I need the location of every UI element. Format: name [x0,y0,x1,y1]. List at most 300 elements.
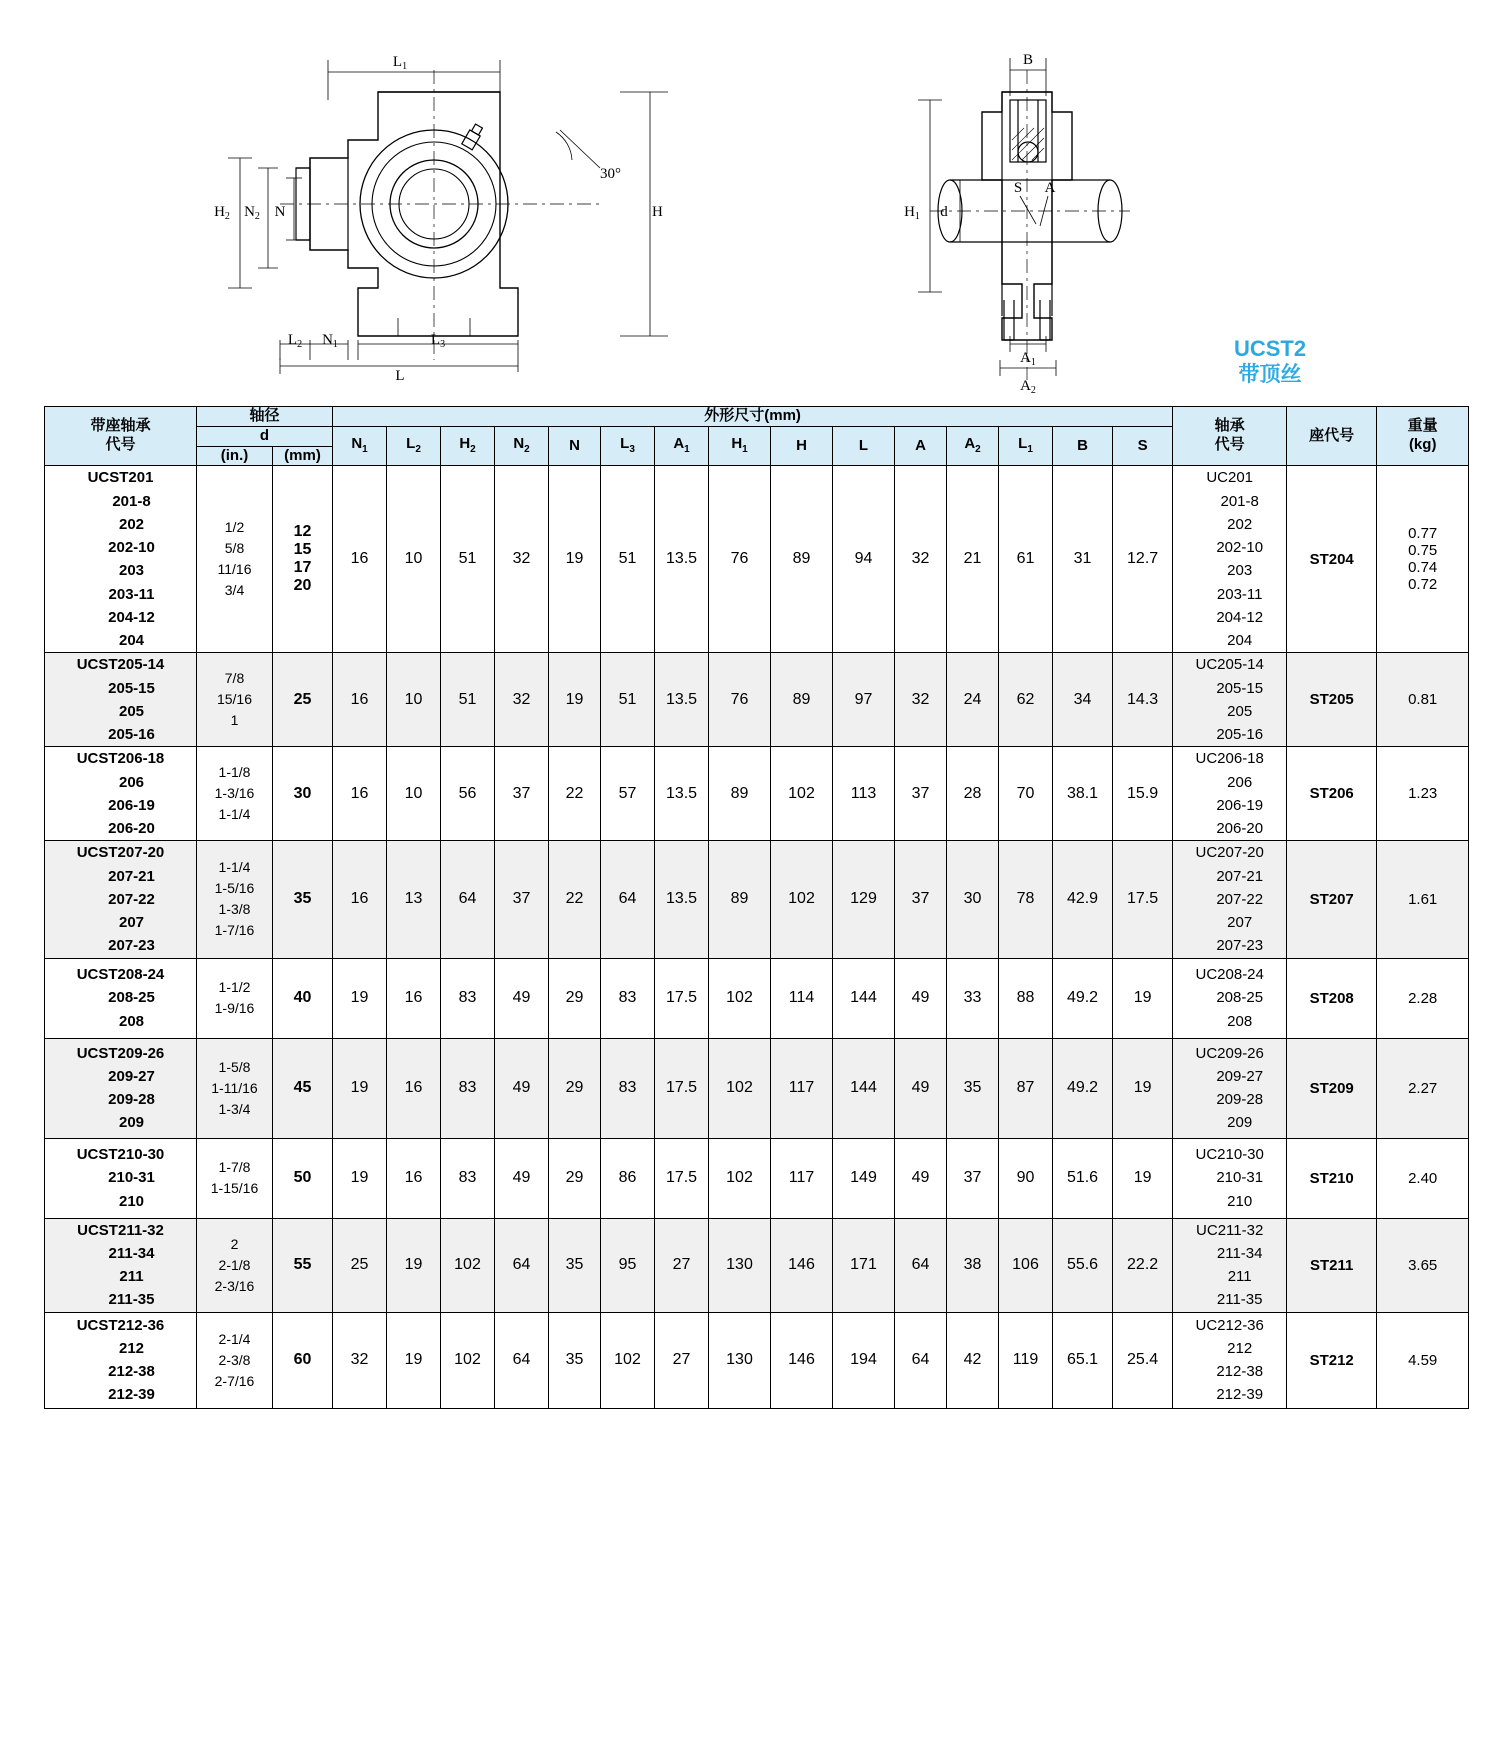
cell-dim-A2: 30 [947,841,999,958]
cell-dim-H1: 76 [709,466,771,653]
d-inch-value: 11/16 [217,561,252,578]
cell-dim-N2: 64 [495,1218,549,1312]
bearing-code: UC210-30 [1195,1146,1264,1164]
cell-dim-L3: 102 [601,1312,655,1408]
d-mm-value: 45 [293,1079,312,1096]
cell-dim-A2: 37 [947,1138,999,1218]
bearing-code: 203 [1227,562,1253,580]
caption-chinese: 带顶丝 [1238,363,1302,387]
model-code: 210 [118,1192,145,1210]
model-code: 202 [118,515,145,533]
cell-dim-H2: 83 [441,1038,495,1138]
model-code: 205 [118,702,145,720]
cell-dim-A1: 13.5 [655,466,709,653]
d-mm-value: 20 [293,577,312,595]
cell-dim-L: 144 [833,958,895,1038]
cell-dim-N2: 32 [495,466,549,653]
cell-dim-N1: 16 [333,466,387,653]
bearing-code: 209-28 [1216,1091,1264,1108]
th-d: d [197,426,333,446]
cell-dim-A1: 13.5 [655,841,709,958]
cell-d-mm [273,1312,333,1408]
cell-dim-H2: 56 [441,747,495,841]
th-bearing: 轴承 代号 [1173,407,1287,466]
cell-d-inch [197,841,273,958]
cell-d-inch [197,958,273,1038]
cell-dim-A1: 17.5 [655,1038,709,1138]
cell-dim-N1: 16 [333,653,387,747]
th-dim-A2: $A_2$ [947,426,999,466]
model-code: 208 [118,1012,145,1030]
bearing-code: 209 [1227,1114,1253,1132]
cell-dim-N1: 19 [333,958,387,1038]
cell-bearing [1173,958,1287,1038]
weight-value: 4.59 [1408,1351,1438,1369]
cell-dim-N1: 19 [333,1138,387,1218]
bearing-code: 207 [1227,914,1253,931]
cell-dim-L2: 19 [387,1218,441,1312]
cell-dim-L1: 70 [999,747,1053,841]
d-inch-value: 1-9/16 [214,1000,255,1016]
spec-table-wrapper [44,406,1468,1409]
cell-dim-B: 49.2 [1053,1038,1113,1138]
cell-dim-N: 22 [549,747,601,841]
dim-label-30deg: 30° [600,166,621,182]
bearing-code: UC212-36 [1195,1316,1264,1334]
cell-bearing [1173,1038,1287,1138]
th-model: 带座轴承 代号 [45,407,197,466]
bearing-code: 207-21 [1216,867,1264,885]
d-inch-value: 1-1/2 [218,979,251,995]
bearing-code: 206-19 [1216,796,1264,814]
cell-dim-L: 113 [833,747,895,841]
cell-dim-L1: 87 [999,1038,1053,1138]
cell-dim-H1: 102 [709,958,771,1038]
dim-label-H2: $H_2$ [214,204,230,222]
th-d-mm: (mm) [273,446,333,466]
bearing-code: 211 [1227,1268,1252,1285]
dim-label-H1: $H_1$ [904,204,920,222]
dim-label-L2: $L_2$ [287,332,303,350]
model-code: 208-25 [108,989,155,1007]
cell-dim-S: 19 [1113,1138,1173,1218]
d-inch-value: 1-1/4 [218,859,251,876]
cell-dim-N1: 16 [333,841,387,958]
th-dim-B: B [1053,426,1113,466]
bearing-code: 212-38 [1216,1363,1264,1380]
model-code: 204 [118,632,145,649]
cell-model [45,1218,197,1312]
cell-dim-A1: 27 [655,1312,709,1408]
cell-weight [1377,653,1469,747]
cell-d-inch [197,653,273,747]
cell-model [45,747,197,841]
bearing-code: 207-22 [1216,890,1264,908]
th-dim-L2: $L_2$ [387,426,441,466]
model-code: UCST208-24 [76,966,165,984]
cell-bearing [1173,1312,1287,1408]
model-code: UCST209-26 [76,1044,165,1062]
bearing-code: UC201 [1206,469,1254,487]
dim-label-L1: $L_1$ [392,54,408,72]
d-mm-value: 35 [293,890,312,908]
dim-label-N2: $N_2$ [244,204,260,222]
dim-label-H: H [652,204,663,220]
model-code: UCST207-20 [76,844,165,862]
d-inch-value: 1-3/4 [218,1100,251,1117]
d-inch-value: 2-3/16 [214,1277,255,1294]
d-mm-value: 60 [293,1351,312,1368]
d-inch-value: 2-1/4 [218,1330,251,1347]
cell-dim-N: 35 [549,1218,601,1312]
weight-value: 0.75 [1408,542,1438,560]
cell-weight [1377,1312,1469,1408]
bearing-code: UC206-18 [1195,750,1264,768]
cell-d-inch [197,1038,273,1138]
bearing-code: UC209-26 [1195,1044,1264,1062]
cell-dim-H1: 130 [709,1218,771,1312]
cell-dim-A: 49 [895,1138,947,1218]
model-code: 207 [118,914,145,931]
model-code: 211-35 [108,1291,155,1309]
cell-dim-H2: 83 [441,958,495,1038]
model-code: 212-39 [108,1386,155,1404]
cell-dim-A2: 21 [947,466,999,653]
bearing-code: 202 [1227,515,1253,533]
cell-dim-H2: 102 [441,1218,495,1312]
cell-dim-N: 19 [549,466,601,653]
bearing-code: 206 [1227,773,1253,791]
cell-dim-A2: 28 [947,747,999,841]
model-code: 210-31 [108,1169,155,1187]
cell-seat: ST206 [1287,747,1377,841]
dim-label-N: N [274,204,286,220]
model-code: 207-21 [108,867,155,885]
cell-dim-H1: 89 [709,747,771,841]
caption-model: UCST2 [1233,336,1307,361]
cell-dim-A1: 13.5 [655,747,709,841]
cell-dim-S: 25.4 [1113,1312,1173,1408]
cell-dim-L1: 119 [999,1312,1053,1408]
d-mm-value: 40 [293,989,312,1006]
cell-dim-L2: 13 [387,841,441,958]
dim-label-B: B [1022,52,1034,68]
cell-d-mm [273,841,333,958]
bearing-code: UC211-32 [1196,1221,1264,1239]
dim-label-N1: $N_1$ [322,332,338,350]
th-dim-S: S [1113,426,1173,466]
d-inch-value: 1-1/8 [218,764,251,781]
d-inch-value: 1-3/8 [218,901,251,918]
d-mm-value: 17 [293,559,312,577]
cell-dim-N2: 37 [495,841,549,958]
spec-table-body [45,466,1469,1408]
weight-value: 0.72 [1408,576,1438,594]
cell-bearing [1173,1218,1287,1312]
cell-bearing [1173,466,1287,653]
cell-dim-B: 42.9 [1053,841,1113,958]
cell-seat: ST207 [1287,841,1377,958]
model-code: UCST210-30 [76,1146,165,1164]
weight-value: 2.28 [1408,989,1438,1007]
bearing-code: 211-35 [1216,1291,1263,1309]
cell-d-mm [273,653,333,747]
cell-dim-S: 19 [1113,958,1173,1038]
cell-dim-L3: 64 [601,841,655,958]
weight-value: 3.65 [1408,1256,1438,1274]
cell-dim-N2: 49 [495,1138,549,1218]
cell-dim-H1: 102 [709,1138,771,1218]
d-inch-value: 1/2 [224,519,245,536]
d-inch-value: 1 [230,712,239,729]
cell-dim-L1: 61 [999,466,1053,653]
cell-weight [1377,1218,1469,1312]
model-code: 206 [118,773,145,791]
cell-dim-H: 117 [771,1038,833,1138]
cell-dim-N2: 49 [495,958,549,1038]
cell-seat: ST210 [1287,1138,1377,1218]
bearing-code: 210-31 [1216,1169,1264,1187]
cell-dim-N: 29 [549,1038,601,1138]
cell-dim-N2: 37 [495,747,549,841]
cell-dim-L1: 90 [999,1138,1053,1218]
d-inch-value: 2-1/8 [218,1256,251,1273]
table-row [45,1038,1469,1138]
cell-d-mm [273,958,333,1038]
cell-dim-L2: 10 [387,653,441,747]
bearing-code: 202-10 [1216,539,1264,556]
th-dim-N2: $N_2$ [495,426,549,466]
model-code: 201-8 [112,492,151,510]
cell-dim-H2: 83 [441,1138,495,1218]
cell-d-inch [197,466,273,653]
cell-dim-S: 17.5 [1113,841,1173,958]
cell-dim-L: 194 [833,1312,895,1408]
cell-weight [1377,466,1469,653]
model-code: 211-34 [108,1244,155,1262]
th-dims-group: 外形尺寸(mm) [333,407,1173,427]
cell-dim-H: 102 [771,841,833,958]
dim-label-A: A [1044,180,1056,196]
weight-value: 1.61 [1408,890,1438,908]
cell-dim-H: 146 [771,1312,833,1408]
cell-dim-L2: 10 [387,466,441,653]
cell-dim-L2: 19 [387,1312,441,1408]
cell-dim-L: 144 [833,1038,895,1138]
cell-dim-H1: 102 [709,1038,771,1138]
cell-dim-L2: 16 [387,958,441,1038]
weight-value: 0.74 [1408,559,1438,577]
technical-drawing [0,0,1512,400]
dim-label-d: d [940,204,948,220]
th-dim-A1: $A_1$ [655,426,709,466]
bearing-code: 204-12 [1216,608,1264,626]
model-code: 203-11 [108,585,155,603]
cell-seat: ST212 [1287,1312,1377,1408]
weight-value: 1.23 [1408,785,1438,803]
cell-d-mm [273,466,333,653]
weight-value: 0.77 [1408,525,1438,543]
table-row [45,1312,1469,1408]
cell-model [45,1038,197,1138]
cell-dim-A2: 42 [947,1312,999,1408]
d-mm-value: 15 [293,541,312,559]
cell-dim-N1: 19 [333,1038,387,1138]
cell-dim-L: 149 [833,1138,895,1218]
model-code: 206-19 [108,796,155,814]
dim-label-A2: $A_2$ [1020,378,1036,396]
d-inch-value: 1-1/4 [218,806,251,823]
cell-dim-L3: 51 [601,653,655,747]
weight-value: 2.27 [1408,1079,1438,1097]
drawing-caption [1190,336,1350,388]
cell-dim-L3: 83 [601,958,655,1038]
bearing-code: 211-34 [1216,1244,1263,1262]
cell-dim-N1: 16 [333,747,387,841]
cell-dim-L: 97 [833,653,895,747]
bearing-code: 203-11 [1216,585,1263,603]
cell-model [45,1312,197,1408]
cell-dim-H: 102 [771,747,833,841]
bearing-code: 201-8 [1220,492,1259,510]
cell-dim-H2: 51 [441,653,495,747]
th-dim-N: N [549,426,601,466]
cell-d-inch [197,747,273,841]
cell-dim-H2: 102 [441,1312,495,1408]
cell-dim-L1: 78 [999,841,1053,958]
weight-value: 0.81 [1408,691,1438,709]
cell-dim-L2: 16 [387,1138,441,1218]
cell-dim-L3: 83 [601,1038,655,1138]
cell-dim-L: 171 [833,1218,895,1312]
cell-d-inch [197,1312,273,1408]
table-row [45,841,1469,958]
cell-dim-L3: 95 [601,1218,655,1312]
d-inch-value: 3/4 [224,582,245,599]
cell-dim-A: 49 [895,958,947,1038]
cell-dim-H1: 89 [709,841,771,958]
bearing-code: 212-39 [1216,1386,1264,1404]
bearing-code: 205-16 [1216,726,1264,743]
cell-dim-N: 35 [549,1312,601,1408]
cell-dim-A1: 17.5 [655,958,709,1038]
cell-dim-S: 14.3 [1113,653,1173,747]
d-mm-value: 55 [293,1256,312,1273]
model-code: 211 [119,1268,144,1285]
cell-seat: ST208 [1287,958,1377,1038]
cell-dim-B: 51.6 [1053,1138,1113,1218]
model-code: 209-27 [108,1067,155,1085]
th-dim-L3: $L_3$ [601,426,655,466]
model-code: 206-20 [108,820,155,837]
bearing-code: 207-23 [1216,937,1264,955]
cell-model [45,466,197,653]
cell-seat: ST204 [1287,466,1377,653]
d-mm-value: 12 [293,523,312,541]
bearing-code: 205 [1227,702,1253,720]
cell-d-mm [273,1038,333,1138]
cell-dim-A1: 13.5 [655,653,709,747]
model-code: 209-28 [108,1091,155,1108]
th-shaft-group: 轴径 [197,407,333,427]
d-inch-value: 7/8 [224,670,245,687]
bearing-code: 210 [1227,1192,1253,1210]
model-code: 212-38 [108,1363,155,1380]
model-code: 205-15 [108,679,155,697]
model-code: UCST201 [87,469,154,487]
cell-d-mm [273,1138,333,1218]
d-inch-value: 15/16 [216,691,253,708]
model-code: UCST211-32 [77,1221,164,1239]
dim-label-L3: $L_3$ [430,332,446,350]
cell-dim-B: 49.2 [1053,958,1113,1038]
model-code: 207-22 [108,890,155,908]
cell-dim-A: 32 [895,653,947,747]
th-dim-A: A [895,426,947,466]
cell-weight [1377,958,1469,1038]
cell-d-inch [197,1218,273,1312]
cell-bearing [1173,747,1287,841]
cell-dim-H: 117 [771,1138,833,1218]
cell-dim-A: 64 [895,1312,947,1408]
table-row [45,653,1469,747]
d-inch-value: 5/8 [224,540,245,557]
cell-dim-L: 94 [833,466,895,653]
cell-dim-L3: 57 [601,747,655,841]
table-row [45,747,1469,841]
cell-dim-L: 129 [833,841,895,958]
cell-dim-N2: 49 [495,1038,549,1138]
cell-weight [1377,841,1469,958]
cell-seat: ST205 [1287,653,1377,747]
cell-dim-H: 89 [771,466,833,653]
model-code: UCST205-14 [76,656,165,674]
cell-dim-B: 65.1 [1053,1312,1113,1408]
cell-dim-H: 146 [771,1218,833,1312]
cell-dim-L2: 16 [387,1038,441,1138]
bearing-code: UC205-14 [1195,656,1264,674]
table-row [45,466,1469,653]
cell-weight [1377,1138,1469,1218]
cell-bearing [1173,841,1287,958]
cell-dim-S: 15.9 [1113,747,1173,841]
cell-dim-H: 89 [771,653,833,747]
d-inch-value: 2-3/8 [218,1351,251,1368]
cell-dim-S: 19 [1113,1038,1173,1138]
cell-dim-A2: 38 [947,1218,999,1312]
bearing-code: 204 [1227,632,1253,649]
bearing-code: 208 [1227,1012,1253,1030]
cell-dim-H: 114 [771,958,833,1038]
cell-weight [1377,1038,1469,1138]
table-row [45,1138,1469,1218]
model-code: 204-12 [108,608,155,626]
model-code: 209 [118,1114,145,1132]
cell-dim-B: 38.1 [1053,747,1113,841]
th-dim-H1: $H_1$ [709,426,771,466]
cell-bearing [1173,1138,1287,1218]
cell-dim-A: 37 [895,841,947,958]
cell-d-mm [273,747,333,841]
model-code: UCST212-36 [76,1316,165,1334]
th-dim-N1: $N_1$ [333,426,387,466]
dim-label-A1: $A_1$ [1020,350,1036,368]
model-code: 203 [118,562,145,580]
cell-dim-A2: 24 [947,653,999,747]
cell-dim-N1: 32 [333,1312,387,1408]
th-seat: 座代号 [1287,407,1377,466]
th-d-in: (in.) [197,446,273,466]
